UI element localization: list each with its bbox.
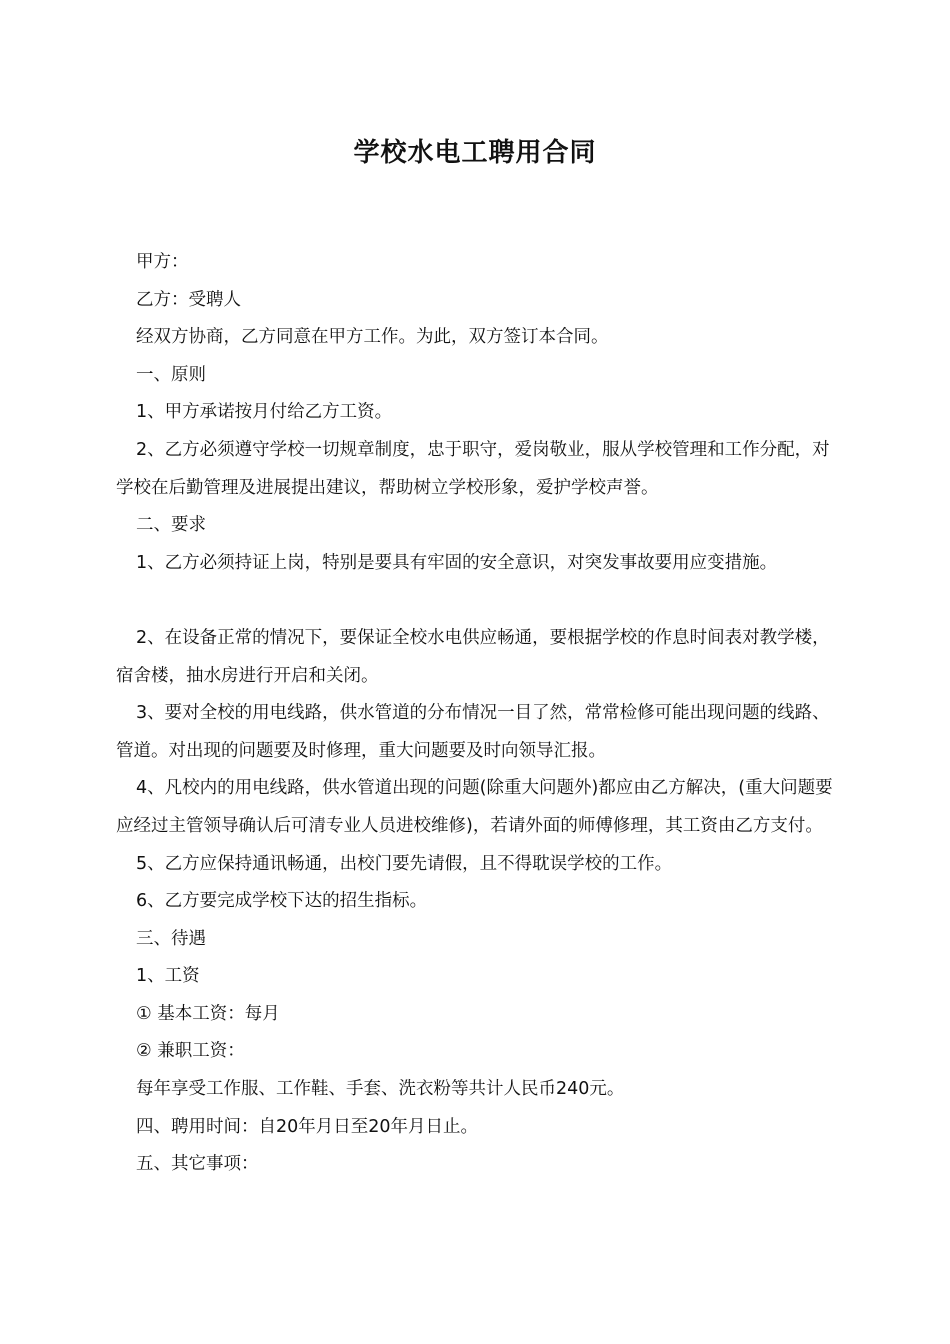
principle-item-1: 1、甲方承诺按月付给乙方工资。	[136, 402, 393, 423]
section-heading-term: 四、聘用时间：自20年月日至20年月日止。	[136, 1116, 479, 1137]
requirement-item-1: 1、乙方必须持证上岗，特别是要具有牢固的安全意识，对突发事故要用应变措施。	[136, 552, 778, 573]
section-heading-other: 五、其它事项：	[136, 1154, 259, 1175]
requirement-item-4: 4、凡校内的用电线路，供水管道出现的问题(除重大问题外)都应由乙方解决，(重大问题要应经过主管领导确认后可清专业人员进校维修)，若请外面的师傅修理，其工资由乙方支付。	[116, 778, 833, 836]
requirement-item-3: 3、要对全校的用电线路，供水管道的分布情况一目了然，常常检修可能出现问题的线路、管道。对出现的问题要及时修理，重大问题要及时向领导汇报。	[116, 703, 830, 761]
section-heading-requirements: 二、要求	[136, 515, 206, 536]
document-title: 学校水电工聘用合同	[353, 138, 597, 168]
requirement-item-5: 5、乙方应保持通讯畅通，出校门要先请假，且不得耽误学校的工作。	[136, 853, 673, 874]
document-body	[116, 244, 838, 1184]
benefit-item-salary: 1、工资	[136, 966, 200, 987]
blank-line	[116, 582, 838, 620]
party-a-line: 甲方：	[136, 252, 189, 272]
section-heading-benefits: 三、待遇	[136, 928, 206, 949]
benefit-parttime-salary: ② 兼职工资：	[136, 1041, 245, 1062]
principle-item-2: 2、乙方必须遵守学校一切规章制度，忠于职守，爱岗敬业，服从学校管理和工作分配，对学校在后勤管理及进展提出建议，帮助树立学校形象，爱护学校声誉。	[116, 439, 830, 498]
requirement-item-6: 6、乙方要完成学校下达的招生指标。	[136, 891, 428, 912]
party-b-line: 乙方：受聘人	[136, 289, 241, 310]
requirement-item-2: 2、在设备正常的情况下，要保证全校水电供应畅通，要根据学校的作息时间表对教学楼，宿舍楼，抽水房进行开启和关闭。	[116, 627, 830, 686]
benefit-basic-salary: ① 基本工资：每月	[136, 1003, 280, 1024]
preamble-paragraph: 经双方协商，乙方同意在甲方工作。为此，双方签订本合同。	[136, 327, 609, 348]
benefit-allowance: 每年享受工作服、工作鞋、手套、洗衣粉等共计人民币240元。	[136, 1079, 625, 1100]
section-heading-principles: 一、原则	[136, 364, 206, 385]
